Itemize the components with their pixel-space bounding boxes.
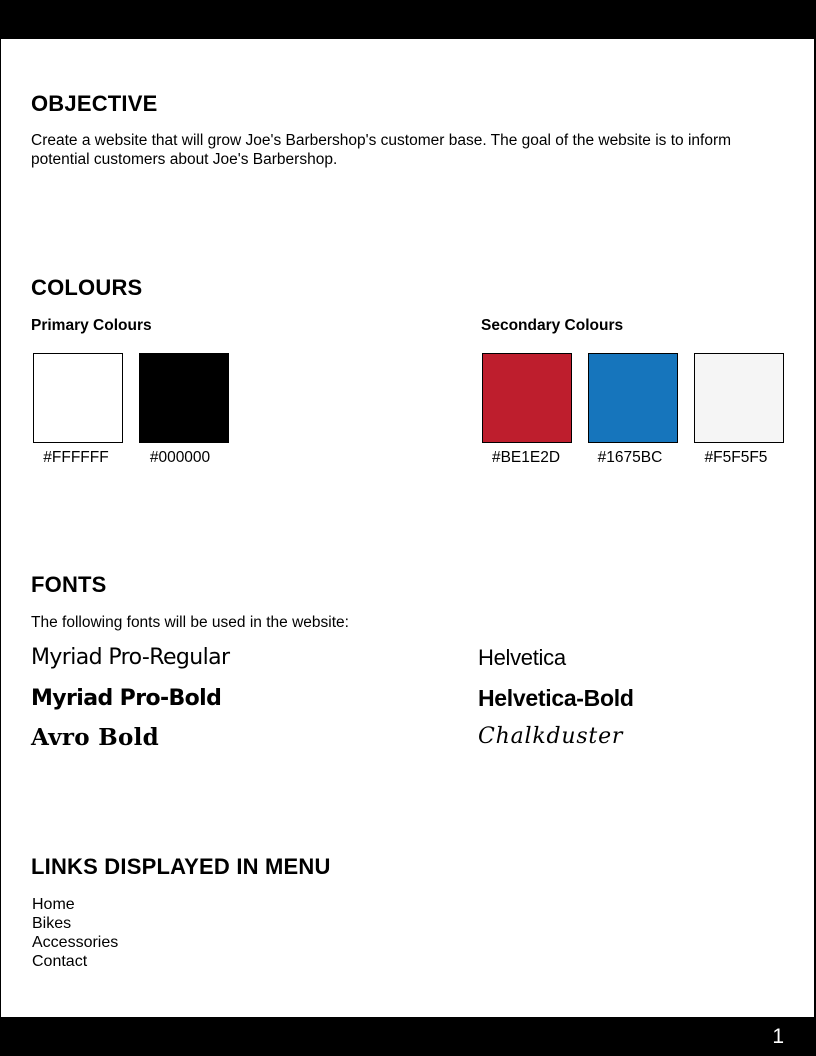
font-sample-myriad-bold: Myriad Pro-Bold	[31, 686, 222, 711]
font-sample-helvetica-bold: Helvetica-Bold	[478, 685, 634, 711]
swatch-red	[482, 353, 572, 443]
menu-link-accessories: Accessories	[32, 934, 119, 951]
objective-heading: OBJECTIVE	[31, 91, 158, 116]
swatch-white-label: #FFFFFF	[43, 449, 109, 466]
objective-text-line-2: potential customers about Joe's Barbershop.	[31, 151, 338, 168]
menu-link-home: Home	[32, 896, 75, 913]
font-sample-avro-bold: Avro Bold	[31, 724, 160, 751]
swatch-black-label: #000000	[149, 449, 211, 466]
fonts-heading: FONTS	[31, 572, 107, 597]
swatch-light-grey	[694, 353, 784, 443]
swatch-white	[33, 353, 123, 443]
page-number: 1	[772, 1025, 784, 1048]
swatch-black	[139, 353, 229, 443]
primary-colours-label: Primary Colours	[31, 317, 152, 334]
font-sample-myriad-regular: Myriad Pro-Regular	[31, 645, 230, 670]
swatch-light-grey-label: #F5F5F5	[704, 449, 768, 466]
bottom-bar	[0, 1017, 816, 1056]
fonts-intro: The following fonts will be used in the website:	[31, 614, 349, 631]
colours-heading: COLOURS	[31, 275, 143, 300]
top-bar	[0, 0, 816, 39]
menu-link-contact: Contact	[32, 953, 88, 970]
font-sample-helvetica: Helvetica	[478, 645, 566, 670]
swatch-blue	[588, 353, 678, 443]
menu-link-bikes: Bikes	[32, 915, 72, 932]
objective-text-line-1: Create a website that will grow Joe's Barbershop's customer base. The goal of the website is to inform	[31, 132, 732, 149]
page-border-left	[0, 39, 1, 1017]
secondary-colours-label: Secondary Colours	[481, 317, 624, 334]
swatch-red-label: #BE1E2D	[491, 449, 561, 466]
menu-links-heading: LINKS DISPLAYED IN MENU	[31, 854, 331, 879]
swatch-blue-label: #1675BC	[597, 449, 663, 466]
menu-links-list	[32, 895, 118, 971]
font-sample-chalkduster: Chalkduster	[478, 724, 624, 749]
